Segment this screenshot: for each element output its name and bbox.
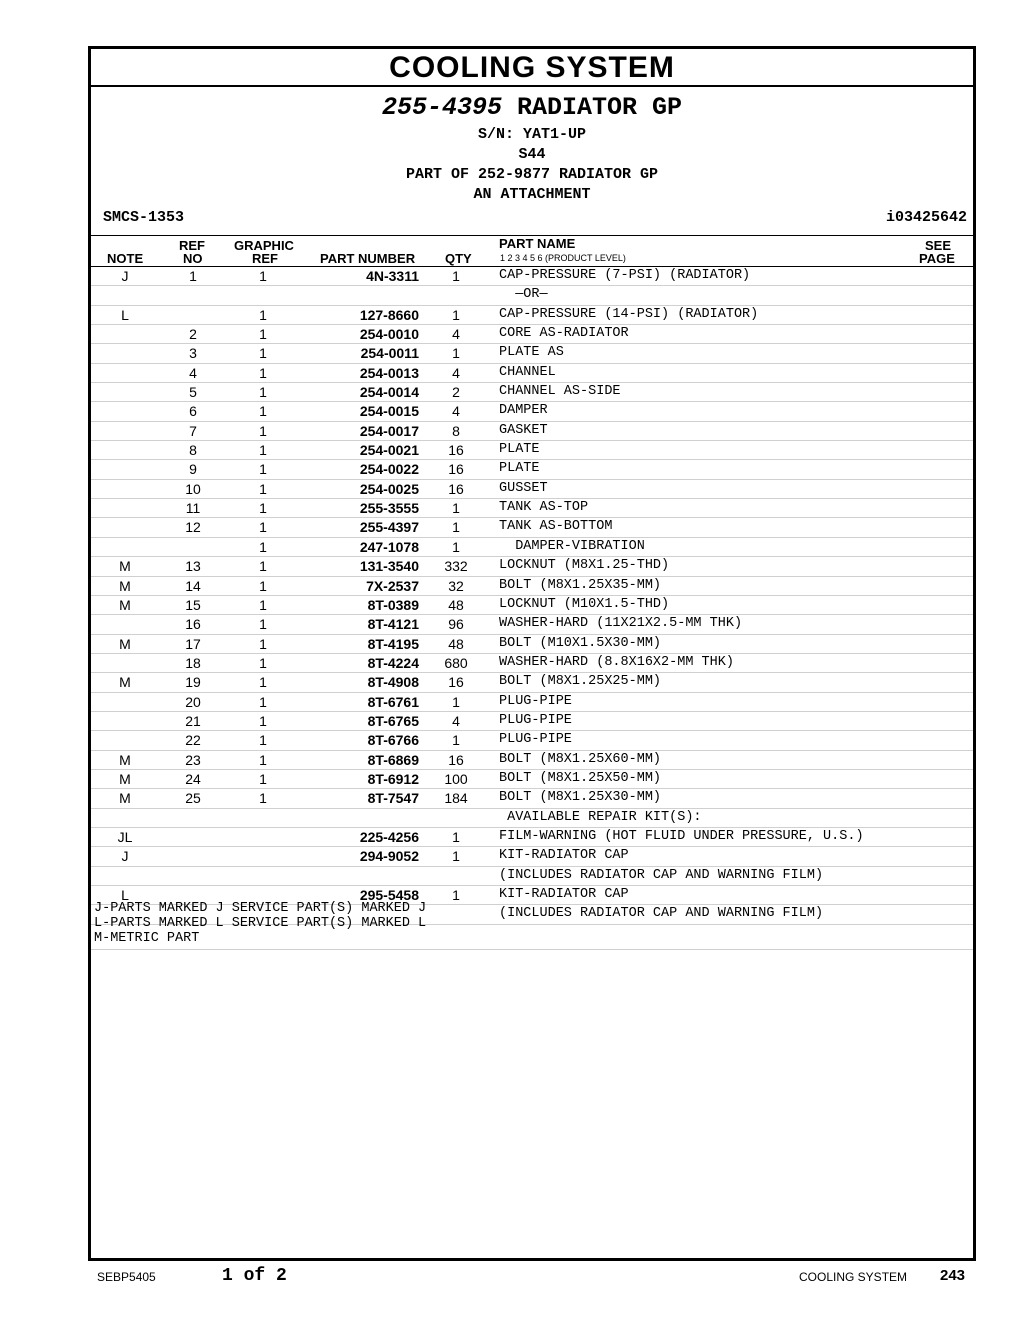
table-row [91, 828, 973, 847]
table-row [91, 635, 973, 654]
row-part-name: GUSSET [499, 480, 548, 496]
row-part-number: 8T-6761 [367, 693, 419, 710]
serial-number: S/N: YAT1-UP [477, 126, 587, 143]
row-part-number: 254-0022 [359, 461, 419, 478]
row-note: L [121, 306, 129, 323]
row-part-name: DAMPER-VIBRATION [499, 538, 645, 554]
table-row [91, 286, 973, 305]
row-part-name: AVAILABLE REPAIR KIT(S): [499, 809, 702, 825]
row-ref-no: 16 [185, 616, 201, 633]
row-part-name: GASKET [499, 422, 548, 438]
row-qty: 1 [452, 268, 460, 284]
row-part-number: 4N-3311 [366, 268, 419, 284]
table-row [91, 364, 973, 383]
group-name: RADIATOR GP [517, 93, 683, 122]
row-note: M [119, 596, 131, 613]
row-part-number: 8T-6765 [367, 712, 419, 729]
row-qty: 1 [452, 306, 460, 323]
col-see-bottom: PAGE [919, 251, 955, 266]
row-part-number: 225-4256 [359, 828, 419, 845]
row-ref-no: 21 [185, 712, 201, 729]
row-part-number: 8T-7547 [367, 790, 419, 807]
row-graphic-ref: 1 [259, 480, 267, 497]
row-part-name: BOLT (M10X1.5X30-MM) [499, 635, 662, 651]
row-part-number: 247-1078 [359, 538, 419, 555]
part-of-line: PART OF 252-9877 RADIATOR GP [405, 166, 659, 183]
document-number: SEBP5405 [97, 1270, 156, 1284]
illustration-id: i03425642 [885, 209, 967, 226]
row-qty: 1 [452, 693, 460, 710]
col-ref-bottom: NO [183, 251, 203, 266]
row-ref-no: 24 [185, 770, 201, 787]
note-line: J-PARTS MARKED J SERVICE PART(S) MARKED J [94, 901, 427, 916]
table-row [91, 538, 973, 557]
group-header [91, 87, 973, 205]
row-qty: 32 [448, 577, 464, 594]
table-row [91, 867, 973, 886]
row-part-number: 131-3540 [359, 558, 419, 575]
table-row [91, 499, 973, 518]
row-qty: 1 [452, 538, 460, 555]
row-qty: 1 [452, 887, 460, 903]
row-part-number: 7X-2537 [366, 577, 419, 594]
row-note: M [119, 790, 131, 807]
row-part-number: 255-3555 [359, 500, 419, 517]
row-graphic-ref: 1 [259, 654, 267, 671]
group-title [91, 91, 973, 125]
row-note: J [121, 268, 129, 284]
row-graphic-ref: 1 [259, 577, 267, 594]
row-graphic-ref: 1 [259, 635, 267, 652]
page-number: 243 [940, 1267, 966, 1284]
row-part-number: 8T-4224 [367, 654, 419, 671]
col-ref-top: REF [179, 238, 205, 253]
page-of: 1 of 2 [222, 1266, 287, 1286]
row-part-name: DAMPER [499, 403, 548, 419]
row-graphic-ref: 1 [259, 712, 267, 729]
row-part-name: BOLT (M8X1.25X35-MM) [499, 577, 662, 593]
table-row [91, 422, 973, 441]
row-part-name: CAP-PRESSURE (14-PSI) (RADIATOR) [499, 306, 759, 322]
row-note: M [119, 770, 131, 787]
row-qty: 4 [452, 712, 460, 729]
row-qty: 8 [452, 422, 460, 439]
row-graphic-ref: 1 [259, 519, 267, 536]
row-part-name: —OR— [499, 287, 548, 303]
row-part-name: BOLT (M8X1.25X25-MM) [499, 674, 662, 690]
group-number: 255-4395 [381, 93, 502, 122]
row-qty: 16 [448, 461, 464, 478]
table-row [91, 693, 973, 712]
table-row [91, 751, 973, 770]
arrangement-code: S44 [518, 146, 546, 163]
row-part-number: 8T-6912 [367, 770, 419, 787]
table-row [91, 325, 973, 344]
table-row [91, 344, 973, 363]
row-part-number: 254-0015 [359, 403, 419, 420]
table-row [91, 557, 973, 576]
notes-legend [91, 899, 973, 950]
row-qty: 48 [448, 596, 464, 613]
row-part-name: PLUG-PIPE [499, 712, 572, 728]
col-note: NOTE [107, 251, 144, 266]
row-ref-no: 15 [185, 596, 201, 613]
row-qty: 48 [448, 635, 464, 652]
row-part-name: CAP-PRESSURE (7-PSI) (RADIATOR) [499, 268, 751, 283]
row-ref-no: 8 [189, 442, 197, 459]
table-row [91, 809, 973, 828]
table-row [91, 306, 973, 325]
row-graphic-ref: 1 [259, 538, 267, 555]
row-graphic-ref: 1 [259, 384, 267, 401]
attachment-line: AN ATTACHMENT [473, 186, 591, 203]
row-graphic-ref: 1 [259, 326, 267, 343]
row-graphic-ref: 1 [259, 461, 267, 478]
row-graphic-ref: 1 [259, 403, 267, 420]
table-row [91, 480, 973, 499]
table-row [91, 770, 973, 789]
row-part-name: PLUG-PIPE [499, 732, 572, 748]
row-qty: 16 [448, 751, 464, 768]
row-graphic-ref: 1 [259, 442, 267, 459]
row-qty: 16 [448, 674, 464, 691]
row-part-name: CHANNEL [499, 364, 556, 380]
smcs-code: SMCS-1353 [103, 209, 185, 226]
row-part-number: 294-9052 [359, 848, 419, 865]
row-part-name: PLATE [499, 442, 540, 458]
row-qty: 4 [452, 403, 460, 420]
col-qty: QTY [445, 251, 472, 266]
row-ref-no: 18 [185, 654, 201, 671]
col-part-name: PART NAME [499, 236, 576, 251]
page-footer [0, 1266, 1020, 1290]
row-ref-no: 2 [189, 326, 197, 343]
row-part-number: 295-5458 [359, 887, 419, 903]
row-part-number: 254-0011 [360, 345, 419, 362]
row-qty: 100 [444, 770, 468, 787]
row-ref-no: 4 [189, 364, 197, 381]
row-part-name: WASHER-HARD (8.8X16X2-MM THK) [499, 654, 734, 670]
row-ref-no: 3 [189, 345, 197, 362]
row-qty: 1 [452, 732, 460, 749]
row-ref-no: 12 [185, 519, 201, 536]
table-row [91, 731, 973, 750]
table-row [91, 615, 973, 634]
row-part-number: 8T-4908 [367, 674, 419, 691]
row-graphic-ref: 1 [259, 693, 267, 710]
row-part-name: WASHER-HARD (11X21X2.5-MM THK) [499, 616, 743, 632]
row-part-name: KIT-RADIATOR CAP [499, 887, 629, 902]
row-ref-no: 11 [185, 500, 201, 517]
row-part-number: 254-0017 [359, 422, 419, 439]
row-graphic-ref: 1 [259, 268, 267, 284]
col-see-top: SEE [925, 238, 952, 253]
row-note: JL [117, 828, 133, 845]
row-qty: 680 [444, 654, 468, 671]
table-row [91, 577, 973, 596]
row-part-name: CORE AS-RADIATOR [499, 326, 629, 342]
footer-section: COOLING SYSTEM [799, 1270, 908, 1284]
row-graphic-ref: 1 [259, 558, 267, 575]
row-ref-no: 7 [189, 422, 197, 439]
parts-page-frame [88, 46, 976, 1261]
row-ref-no: 13 [185, 558, 201, 575]
row-part-number: 254-0021 [359, 442, 419, 459]
row-graphic-ref: 1 [259, 790, 267, 807]
row-part-name: BOLT (M8X1.25X60-MM) [499, 751, 662, 767]
row-graphic-ref: 1 [259, 770, 267, 787]
row-qty: 184 [444, 790, 468, 807]
table-row [91, 596, 973, 615]
col-graphic-bottom: REF [252, 251, 278, 266]
row-note: J [121, 848, 129, 865]
table-row [91, 441, 973, 460]
row-qty: 16 [448, 442, 464, 459]
row-ref-no: 9 [189, 461, 197, 478]
row-qty: 332 [444, 558, 468, 575]
table-row [91, 518, 973, 537]
row-part-name: BOLT (M8X1.25X30-MM) [499, 790, 662, 806]
row-ref-no: 20 [185, 693, 201, 710]
row-ref-no: 17 [185, 635, 201, 652]
row-part-name: TANK AS-BOTTOM [499, 519, 613, 535]
row-qty: 1 [452, 500, 460, 517]
row-graphic-ref: 1 [259, 306, 267, 323]
row-graphic-ref: 1 [259, 751, 267, 768]
table-row [91, 402, 973, 421]
table-row [91, 383, 973, 402]
row-part-number: 254-0025 [359, 480, 419, 497]
row-part-name: FILM-WARNING (HOT FLUID UNDER PRESSURE, U.S.) [499, 828, 864, 844]
row-part-number: 8T-0389 [367, 596, 419, 613]
col-graphic-top: GRAPHIC [234, 238, 294, 253]
col-product-levels: 1 2 3 4 5 6 (PRODUCT LEVEL) [500, 253, 626, 263]
parts-list [91, 267, 973, 925]
row-part-number: 8T-6766 [367, 732, 419, 749]
table-row [91, 460, 973, 479]
row-qty: 1 [452, 828, 460, 845]
row-part-number: 127-8660 [359, 306, 419, 323]
row-ref-no: 25 [185, 790, 201, 807]
row-qty: 1 [452, 848, 460, 865]
row-part-number: 254-0010 [359, 326, 419, 343]
row-part-number: 255-4397 [359, 519, 419, 536]
row-part-number: 8T-4195 [367, 635, 419, 652]
table-row [91, 712, 973, 731]
row-graphic-ref: 1 [259, 732, 267, 749]
row-qty: 2 [452, 384, 460, 401]
row-graphic-ref: 1 [259, 616, 267, 633]
row-part-name: PLATE AS [499, 345, 564, 361]
table-row [91, 789, 973, 808]
row-graphic-ref: 1 [259, 364, 267, 381]
section-title: COOLING SYSTEM [91, 49, 973, 87]
row-part-number: 8T-4121 [367, 616, 419, 633]
row-qty: 96 [448, 616, 464, 633]
row-graphic-ref: 1 [259, 422, 267, 439]
row-part-name: (INCLUDES RADIATOR CAP AND WARNING FILM) [499, 867, 824, 883]
row-note: M [119, 635, 131, 652]
row-graphic-ref: 1 [259, 674, 267, 691]
row-qty: 1 [452, 519, 460, 536]
row-part-name: CHANNEL AS-SIDE [499, 384, 621, 400]
row-ref-no: 10 [185, 480, 201, 497]
row-part-name: PLATE [499, 461, 540, 477]
row-part-name: TANK AS-TOP [499, 500, 589, 516]
row-ref-no: 1 [189, 268, 197, 284]
row-part-number: 254-0013 [359, 364, 419, 381]
row-part-name: LOCKNUT (M8X1.25-THD) [499, 558, 670, 574]
row-graphic-ref: 1 [259, 596, 267, 613]
row-ref-no: 23 [185, 751, 201, 768]
row-ref-no: 22 [185, 732, 201, 749]
row-ref-no: 19 [185, 674, 201, 691]
row-ref-no: 6 [189, 403, 197, 420]
row-qty: 1 [452, 345, 460, 362]
note-line: L-PARTS MARKED L SERVICE PART(S) MARKED L [94, 916, 427, 931]
row-graphic-ref: 1 [259, 500, 267, 517]
row-ref-no: 5 [189, 384, 197, 401]
row-ref-no: 14 [185, 577, 201, 594]
row-note: M [119, 674, 131, 691]
row-part-name: (INCLUDES RADIATOR CAP AND WARNING FILM) [499, 906, 824, 922]
row-note: L [121, 887, 129, 903]
column-headers [91, 235, 973, 267]
row-part-name: LOCKNUT (M10X1.5-THD) [499, 596, 670, 612]
row-note: M [119, 577, 131, 594]
row-qty: 4 [452, 326, 460, 343]
table-row [91, 267, 973, 286]
row-part-name: BOLT (M8X1.25X50-MM) [499, 770, 662, 786]
row-part-number: 254-0014 [359, 384, 419, 401]
row-qty: 4 [452, 364, 460, 381]
table-row [91, 654, 973, 673]
row-part-number: 8T-6869 [367, 751, 419, 768]
table-row [91, 847, 973, 866]
row-part-name: KIT-RADIATOR CAP [499, 848, 629, 864]
col-part-number: PART NUMBER [320, 251, 416, 266]
row-part-name: PLUG-PIPE [499, 693, 572, 709]
row-note: M [119, 558, 131, 575]
row-qty: 16 [448, 480, 464, 497]
note-line: M-METRIC PART [94, 931, 200, 946]
table-row [91, 673, 973, 692]
row-note: M [119, 751, 131, 768]
row-graphic-ref: 1 [259, 345, 267, 362]
